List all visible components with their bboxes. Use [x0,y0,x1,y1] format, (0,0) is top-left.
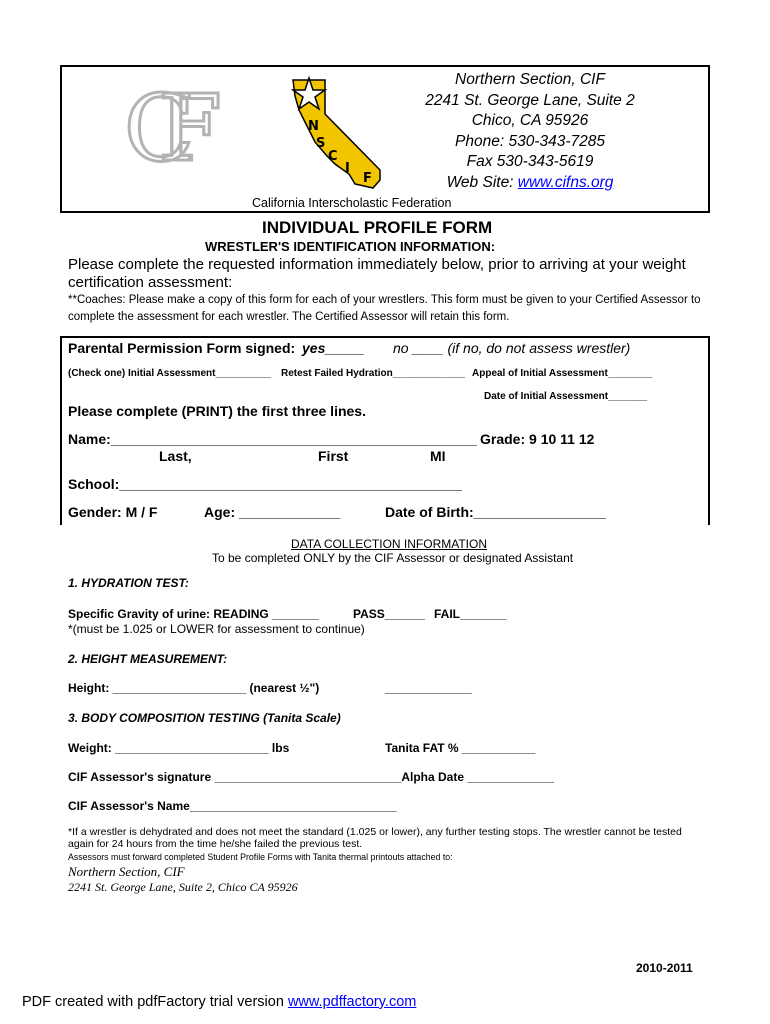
tanita-fat-field[interactable]: Tanita FAT % ___________ [385,741,536,755]
pass-field[interactable]: PASS______ [353,607,425,621]
website-line [400,173,660,194]
phone-line: Phone: 530-343-7285 [455,132,605,150]
middle-initial-label: MI [430,448,446,464]
body-composition-title: 3. BODY COMPOSITION TESTING (Tanita Scale) [68,711,341,725]
pdf-footer [22,994,416,1010]
assessor-signature-field[interactable]: CIF Assessor's signature ____________________________Alpha Date _____________ [68,770,555,784]
hydration-test-title: 1. HYDRATION TEST: [68,576,189,590]
forward-instruction: Assessors must forward completed Student Profile Forms with Tanita thermal printouts attached to: [68,852,453,862]
print-instruction: Please complete (PRINT) the first three lines. [68,403,366,419]
permission-label: Parental Permission Form signed: [68,340,296,356]
weight-field[interactable]: Weight: _______________________ lbs [68,741,290,755]
intro-text: Please complete the requested information immediately below, prior to arriving at your weight certification assessment: [68,256,686,291]
fail-field[interactable]: FAIL_______ [434,607,507,621]
address-line: Northern Section, CIF [455,71,605,88]
fax-line: Fax 530-343-5619 [466,153,594,170]
letterhead-address [400,70,660,193]
permission-yes-field[interactable]: yes_____ [302,340,365,356]
address-line: Chico, CA 95926 [471,112,589,129]
mailing-address-line-1: Northern Section, CIF [68,864,185,879]
dehydration-note: *If a wrestler is dehydrated and does not meet the standard (1.025 or lower), any further testing stops. The wrestler cannot be tested again for 24 hours from the time he/she failed the previous test. [68,826,682,850]
last-name-label: Last, [159,448,192,464]
gender-field[interactable]: Gender: M / F [68,504,158,520]
logo-letter-i: I [345,161,350,176]
height-extra-field[interactable]: _____________ [385,681,472,695]
data-collection-subheading: To be completed ONLY by the CIF Assessor or designated Assistant [212,551,574,565]
data-collection-heading: DATA COLLECTION INFORMATION [291,537,488,551]
logo-letter-s: S [316,136,326,151]
federation-name: California Interscholastic Federation [252,196,452,210]
appeal-field[interactable]: Appeal of Initial Assessment________ [472,368,653,379]
height-measurement-title: 2. HEIGHT MEASUREMENT: [68,652,228,666]
california-state-logo-icon [285,72,395,192]
coaches-note: **Coaches: Please make a copy of this form for each of your wrestlers. This form must be given to your Certified Assessor to complete the assessment for each wrestler. The Certified Assessor will retain this form. [68,294,701,323]
age-field[interactable]: Age: _____________ [204,504,341,520]
permission-no-field[interactable]: no ____ (if no, do not assess wrestler) [393,340,631,356]
website-label: Web Site: [446,173,518,191]
date-of-birth-field[interactable]: Date of Birth:_________________ [385,504,607,520]
logo-letter-c: C [328,149,338,164]
address-line: 2241 St. George Lane, Suite 2 [425,91,635,109]
initial-assessment-field[interactable]: (Check one) Initial Assessment__________ [68,368,272,379]
website-link[interactable]: www.cifns.org [517,173,614,191]
pdffactory-link[interactable]: www.pdffactory.com [287,994,417,1010]
pdf-footer-text: PDF created with pdfFactory trial version [22,994,288,1010]
retest-field[interactable]: Retest Failed Hydration_____________ [281,368,465,379]
name-field[interactable]: Name:_______________________________________________ [68,431,477,447]
specific-gravity-field[interactable]: Specific Gravity of urine: READING _______ [68,607,319,621]
first-name-label: First [318,448,349,464]
form-subtitle: WRESTLER'S IDENTIFICATION INFORMATION: [205,239,496,254]
form-title: INDIVIDUAL PROFILE FORM [262,218,493,237]
assessor-name-field[interactable]: CIF Assessor's Name_______________________________ [68,799,397,813]
grade-options[interactable]: Grade: 9 10 11 12 [480,431,595,447]
hydration-requirement-note: *(must be 1.025 or LOWER for assessment to continue) [68,622,365,636]
school-field[interactable]: School:____________________________________________ [68,476,462,492]
logo-letter-n: N [308,119,319,134]
cif-logo-icon [122,72,232,172]
mailing-address-line-2: 2241 St. George Lane, Suite 2, Chico CA 95926 [68,880,298,894]
logo-letter-f: F [363,171,372,186]
school-year: 2010-2011 [636,961,693,975]
cif-logo-text: CIF [124,75,222,172]
height-field[interactable]: Height: ____________________ (nearest ½") [68,681,320,695]
date-initial-assessment-field[interactable]: Date of Initial Assessment_______ [484,391,648,402]
